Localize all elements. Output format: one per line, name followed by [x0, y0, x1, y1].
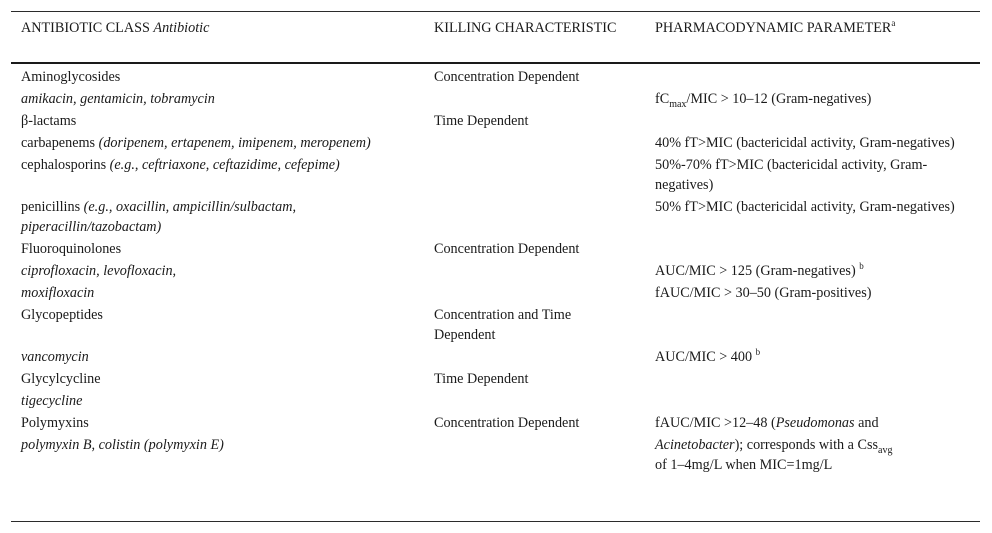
header-antibiotic-class: ANTIBIOTIC CLASS Antibiotic	[11, 12, 424, 63]
pd-cell	[645, 390, 980, 412]
pd-cell	[645, 238, 980, 260]
table-row	[11, 346, 980, 368]
pd-cell: $fC_{max}$/MIC > 10–12 (Gram-negatives)	[655, 91, 872, 110]
drug-cell: ciprofloxacin, levofloxacin,	[21, 263, 177, 279]
table-row	[11, 196, 980, 238]
killing-cell: Concentration Dependent	[434, 415, 580, 431]
killing-cell: Time Dependent	[434, 371, 529, 387]
table-row	[11, 412, 980, 434]
killing-cell	[424, 434, 645, 476]
drug-cell: polymyxin B, colistin (polymyxin E)	[21, 437, 224, 453]
drug-cell: moxifloxacin	[21, 285, 95, 301]
killing-cell: Time Dependent	[434, 113, 529, 129]
killing-cell	[424, 88, 645, 110]
header-pd-parameter: PHARMACODYNAMIC PARAMETER$^a$	[645, 12, 980, 63]
killing-cell	[424, 346, 645, 368]
table-row	[11, 88, 980, 110]
table-row	[11, 154, 980, 196]
table-row	[11, 132, 980, 154]
pd-cell: AUC/MIC > 125 (Gram-negatives) $^b$	[655, 261, 864, 279]
drug-cell: amikacin, gentamicin, tobramycin	[21, 91, 215, 107]
pd-table-frame	[11, 11, 980, 522]
pd-cell: 40% fT>MIC (bactericidal activity, Gram-negatives)	[655, 135, 955, 151]
table-row	[11, 110, 980, 132]
killing-cell	[424, 282, 645, 304]
killing-cell	[424, 196, 645, 238]
drug-cell: tigecycline	[21, 393, 83, 409]
table-header-row	[11, 12, 980, 63]
pd-cell: 50% fT>MIC (bactericidal activity, Gram-negatives)	[655, 199, 955, 215]
class-cell: β-lactams	[21, 113, 77, 129]
pd-cell	[645, 63, 980, 88]
pd-cell: Acinetobacter); corresponds with a Css$_{avg}$ of 1–4mg/L when MIC=1mg/L	[655, 437, 893, 473]
class-cell: Glycylcycline	[21, 371, 101, 387]
pd-cell	[645, 368, 980, 390]
killing-cell: Concentration Dependent	[434, 241, 580, 257]
drug-cell: carbapenems (doripenem, ertapenem, imipenem, meropenem)	[21, 135, 371, 151]
class-cell: Aminoglycosides	[21, 69, 121, 85]
killing-cell: Concentration Dependent	[434, 69, 580, 85]
table-row	[11, 282, 980, 304]
killing-cell	[424, 132, 645, 154]
killing-cell	[424, 390, 645, 412]
class-cell: Fluoroquinolones	[21, 241, 122, 257]
table-row	[11, 260, 980, 282]
pd-cell: AUC/MIC > 400 $^b$	[655, 347, 761, 365]
pd-cell	[645, 304, 980, 346]
table-row	[11, 390, 980, 412]
table-row	[11, 368, 980, 390]
drug-cell: cephalosporins (e.g., ceftriaxone, ceftazidime, cefepime)	[21, 157, 340, 173]
killing-cell: Concentration and Time Dependent	[434, 307, 572, 343]
killing-cell	[424, 260, 645, 282]
header-killing-characteristic: KILLING CHARACTERISTIC	[424, 12, 645, 63]
pd-cell: fAUC/MIC > 30–50 (Gram-positives)	[655, 285, 872, 301]
pd-cell: 50%-70% fT>MIC (bactericidal activity, Gram-negatives)	[655, 157, 928, 193]
drug-cell: vancomycin	[21, 349, 89, 365]
killing-cell	[424, 154, 645, 196]
table-row	[11, 238, 980, 260]
drug-cell: penicillins (e.g., oxacillin, ampicillin/sulbactam, piperacillin/tazobactam)	[21, 199, 297, 235]
pd-cell	[645, 110, 980, 132]
table-row	[11, 434, 980, 476]
table-row	[11, 63, 980, 88]
pharmacodynamics-table	[11, 12, 980, 476]
class-cell: Glycopeptides	[21, 307, 103, 323]
table-row	[11, 304, 980, 346]
pd-cell: fAUC/MIC >12–48 (Pseudomonas and	[655, 415, 879, 431]
class-cell: Polymyxins	[21, 415, 89, 431]
